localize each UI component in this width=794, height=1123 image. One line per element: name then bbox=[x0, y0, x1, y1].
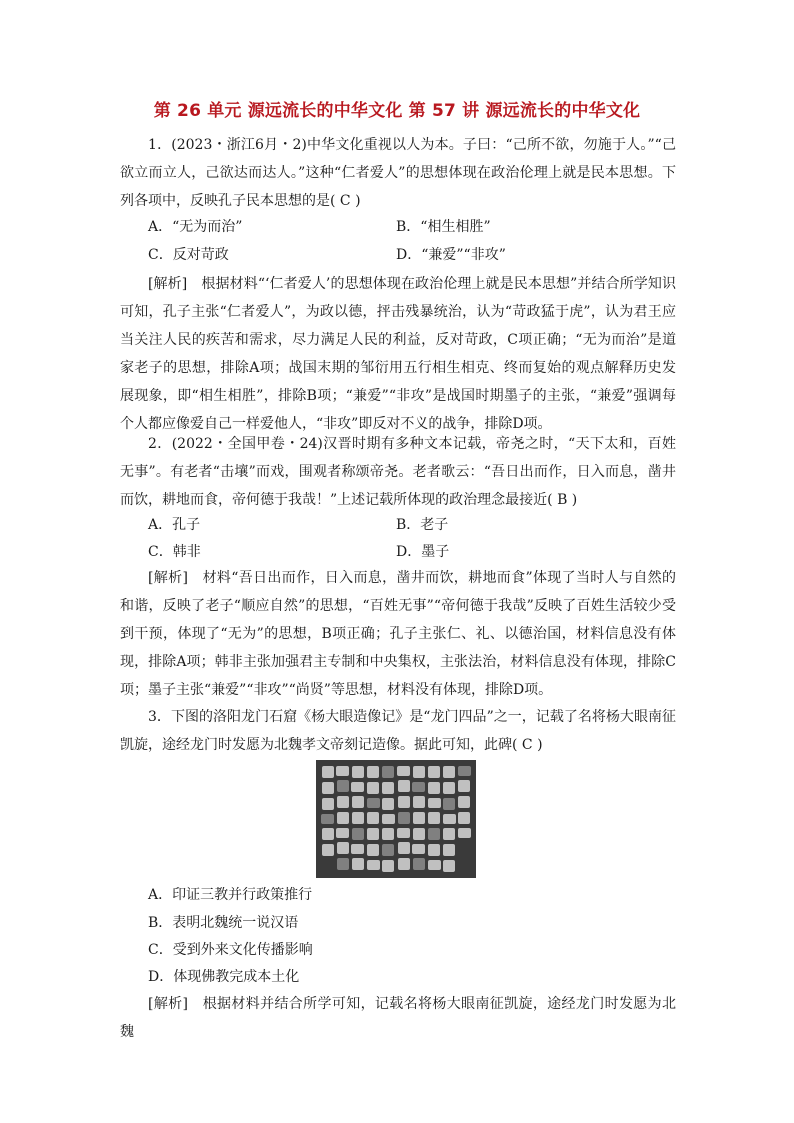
inscription-column bbox=[411, 764, 426, 874]
q3-option-d: D．体现佛教完成本土化 bbox=[148, 969, 300, 985]
q1-option-b: B．“相生相胜” bbox=[396, 219, 491, 235]
inscription-glyph bbox=[351, 782, 364, 792]
inscription-glyph bbox=[458, 766, 471, 776]
inscription-column bbox=[396, 764, 411, 874]
inscription-glyph bbox=[337, 858, 349, 870]
q3-option-b: B．表明北魏统一说汉语 bbox=[148, 915, 299, 931]
inscription-glyph bbox=[322, 844, 334, 856]
q2-option-a: A．孔子 bbox=[148, 517, 201, 533]
q1-analysis: [解析] 根据材料“‘仁者爱人’的思想体现在政治伦理上就是民本思想”并结合所学知识可知，孔子主张“仁者爱人”，为政以德，抨击残暴统治，认为“苛政猛于虎”，认为君王应当关注人民的疾苦和需求，尽力满足人民的利益，反对苛政，C项正确；“无为而治”是道家老子的思想，排除A项；战国末期的邹衍用五行相生相克、终而复始的观点解释历史发展现象，即“相生相胜”，排除B项；“兼爱”“非攻”是战国时期墨子的主张，“兼爱”强调每个人都应像爱自己一样爱他人，“非攻”即反对不义的战争，排除D项。 bbox=[120, 276, 676, 432]
inscription-glyph bbox=[351, 844, 364, 854]
inscription-glyph bbox=[352, 828, 364, 840]
inscription-glyph bbox=[428, 782, 440, 794]
inscription-glyph bbox=[336, 828, 349, 838]
q1-option-a: A．“无为而治” bbox=[148, 219, 243, 235]
inscription-glyph bbox=[382, 782, 394, 794]
inscription-glyph bbox=[398, 858, 410, 870]
inscription-glyph bbox=[337, 796, 349, 808]
inscription-glyph bbox=[443, 828, 455, 840]
inscription-glyph bbox=[398, 780, 410, 792]
q2-option-c: C．韩非 bbox=[148, 544, 201, 560]
inscription-glyph bbox=[412, 844, 425, 854]
q1-stem: 1．(2023・浙江6月・2)中华文化重视以人为本。子曰：“己所不欲，勿施于人。”“己欲立而立人，己欲达而达人。”这种“仁者爱人”的思想体现在政治伦理上就是民本思想。下列各项中，反映孔子民本思想的是( C ) bbox=[120, 137, 676, 209]
inscription-column bbox=[366, 764, 381, 874]
inscription-glyph bbox=[352, 812, 364, 824]
inscription-glyph bbox=[382, 860, 394, 872]
inscription-glyph bbox=[428, 798, 441, 808]
inscription-glyph bbox=[398, 812, 410, 824]
stone-inscription-image bbox=[316, 760, 476, 878]
inscription-glyph bbox=[382, 798, 394, 810]
inscription-glyph bbox=[458, 812, 470, 824]
q1-option-d: D．“兼爱”“非攻” bbox=[396, 247, 506, 263]
inscription-glyph bbox=[413, 812, 425, 824]
inscription-glyph bbox=[337, 780, 349, 792]
inscription-column bbox=[320, 764, 335, 874]
inscription-glyph bbox=[322, 798, 334, 810]
inscription-glyph bbox=[321, 814, 334, 824]
inscription-column bbox=[442, 764, 457, 874]
q2-option-d: D．墨子 bbox=[396, 544, 450, 560]
inscription-column bbox=[427, 764, 442, 874]
inscription-glyph bbox=[322, 828, 334, 840]
inscription-glyph bbox=[382, 844, 394, 856]
inscription-glyph bbox=[397, 828, 410, 838]
inscription-glyph bbox=[352, 858, 364, 870]
inscription-glyph bbox=[397, 766, 410, 776]
q3-stem: 3．下图的洛阳龙门石窟《杨大眼造像记》是“龙门四品”之一，记载了名将杨大眼南征凯旋，途经龙门时发愿为北魏孝文帝刻记造像。据此可知，此碑( C ) bbox=[120, 709, 676, 753]
inscription-glyph bbox=[382, 828, 394, 840]
inscription-glyph bbox=[367, 766, 379, 778]
inscription-glyph bbox=[443, 782, 455, 794]
inscription-glyph bbox=[413, 858, 425, 870]
inscription-glyph bbox=[443, 814, 456, 824]
inscription-column bbox=[457, 764, 472, 874]
inscription-glyph bbox=[443, 844, 455, 856]
inscription-glyph bbox=[443, 798, 455, 810]
inscription-glyph bbox=[367, 782, 379, 794]
inscription-glyph bbox=[413, 828, 425, 840]
inscription-glyph bbox=[352, 766, 364, 778]
page-title: 第 26 单元 源远流长的中华文化 第 57 讲 源远流长的中华文化 bbox=[153, 101, 641, 121]
inscription-glyph bbox=[337, 812, 349, 824]
q2-stem: 2．(2022・全国甲卷・24)汉晋时期有多种文本记载，帝尧之时，“天下太和，百姓无事”。有老者“击壤”而戏，围观者称颂帝尧。老者歌云：“吾日出而作，日入而息，凿井而饮，耕地而食，帝何德于我哉！”上述记载所体现的政治理念最接近( B ) bbox=[120, 436, 676, 508]
inscription-glyph bbox=[458, 780, 470, 792]
inscription-glyph bbox=[443, 860, 455, 872]
inscription-glyph bbox=[382, 814, 395, 824]
inscription-column bbox=[350, 764, 365, 874]
inscription-glyph bbox=[322, 782, 334, 794]
inscription-glyph bbox=[336, 766, 349, 776]
inscription-glyph bbox=[367, 860, 380, 870]
inscription-glyph bbox=[413, 796, 425, 808]
q3-option-a: A．印证三教并行政策推行 bbox=[148, 887, 313, 903]
q1-option-c: C．反对苛政 bbox=[148, 247, 229, 263]
inscription-column bbox=[381, 764, 396, 874]
q3-option-c: C．受到外来文化传播影响 bbox=[148, 942, 313, 958]
inscription-glyph bbox=[413, 766, 425, 778]
inscription-glyph bbox=[367, 844, 379, 856]
inscription-column bbox=[335, 764, 350, 874]
inscription-glyph bbox=[322, 766, 334, 778]
inscription-glyph bbox=[382, 766, 394, 778]
inscription-glyph bbox=[337, 842, 349, 854]
inscription-glyph bbox=[412, 782, 425, 792]
inscription-glyph bbox=[367, 812, 379, 824]
inscription-glyph bbox=[458, 828, 471, 838]
inscription-glyph bbox=[428, 844, 440, 856]
inscription-glyph bbox=[352, 796, 364, 808]
q2-analysis: [解析] 材料“吾日出而作，日入而息，凿井而饮，耕地而食”体现了当时人与自然的和谐，反映了老子“顺应自然”的思想，“百姓无事”“帝何德于我哉”反映了百姓生活较少受到干预，体现了“无为”的思想，B项正确；孔子主张仁、礼、以德治国，材料信息没有体现，排除A项；韩非主张加强君主专制和中央集权，主张法治，材料信息没有体现，排除C项；墨子主张“兼爱”“非攻”“尚贤”等思想，材料没有体现，排除D项。 bbox=[120, 570, 676, 698]
inscription-glyph bbox=[367, 828, 379, 840]
inscription-glyph bbox=[367, 798, 380, 808]
q3-analysis: [解析] 根据材料并结合所学可知，记载名将杨大眼南征凯旋，途经龙门时发愿为北魏 bbox=[120, 996, 676, 1040]
inscription-glyph bbox=[428, 860, 441, 870]
inscription-glyph bbox=[458, 796, 470, 808]
inscription-glyph bbox=[428, 766, 440, 778]
inscription-glyph bbox=[398, 796, 410, 808]
inscription-glyph bbox=[428, 828, 440, 840]
inscription-glyph bbox=[398, 842, 410, 854]
inscription-glyph bbox=[428, 812, 440, 824]
inscription-glyph bbox=[443, 766, 455, 778]
q2-option-b: B．老子 bbox=[396, 517, 449, 533]
